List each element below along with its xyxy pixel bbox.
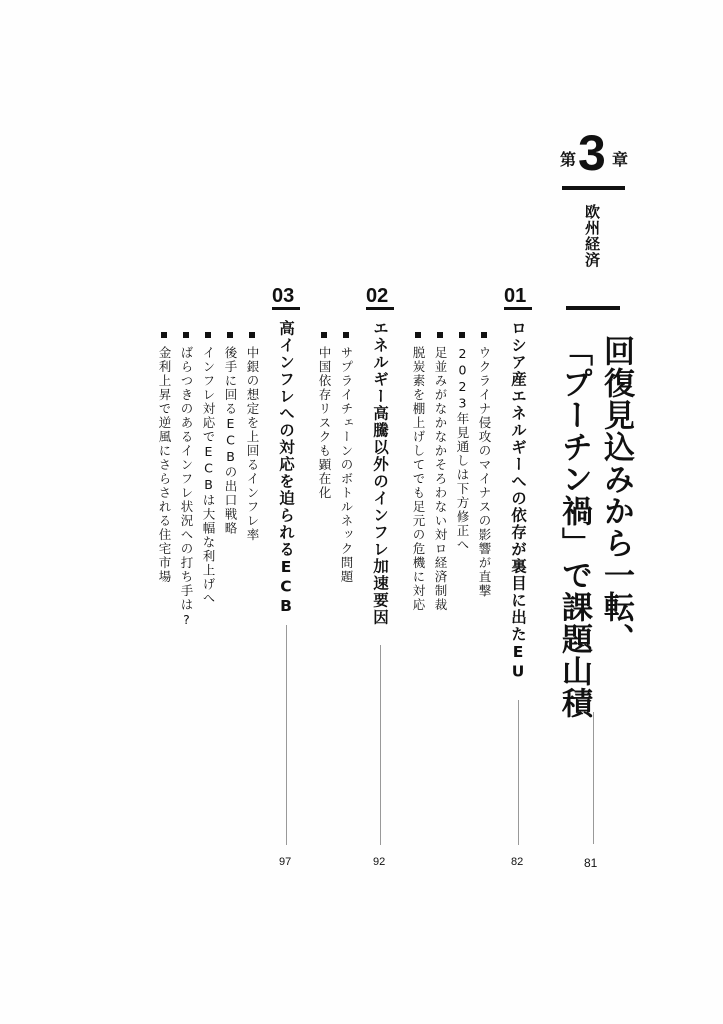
main-title-leader	[593, 712, 594, 844]
main-title-page: 81	[584, 856, 598, 870]
bullet-square-icon	[321, 332, 327, 338]
section-03-bullet[interactable]: インフレ対応でECBは大幅な利上げへ	[200, 332, 216, 606]
bullet-square-icon	[437, 332, 443, 338]
chapter-suffix: 章	[612, 150, 629, 169]
section-01-leader	[518, 700, 519, 845]
section-01-rule	[504, 307, 532, 310]
section-01-bullet[interactable]: ウクライナ侵攻のマイナスの影響が直撃	[476, 332, 492, 598]
section-01-bullet[interactable]: 2023年見通しは下方修正へ	[454, 332, 470, 552]
bullet-square-icon	[161, 332, 167, 338]
main-title-line1[interactable]: 回復見込みから一転、	[598, 335, 634, 655]
section-02-number: 02	[366, 285, 389, 307]
section-03-leader	[286, 625, 287, 845]
section-03-bullet[interactable]: 金利上昇で逆風にさらされる住宅市場	[156, 332, 172, 584]
bullet-square-icon	[343, 332, 349, 338]
main-title-line2[interactable]: 「プーチン禍」で課題山積	[556, 335, 592, 719]
chapter-title: 欧州経済	[583, 204, 601, 268]
main-title-rule	[566, 306, 620, 310]
section-01-title[interactable]: ロシア産エネルギーへの依存が裏目に出たEU	[509, 320, 527, 682]
section-02-bullet[interactable]: 中国依存リスクも顕在化	[316, 332, 332, 500]
bullet-square-icon	[459, 332, 465, 338]
section-03-title[interactable]: 高インフレへの対応を迫られるECB	[277, 320, 295, 617]
section-02-rule	[366, 307, 394, 310]
section-02-bullet[interactable]: サプライチェーンのボトルネック問題	[338, 332, 354, 584]
section-01-number: 01	[504, 285, 527, 307]
chapter-number: 3	[578, 125, 606, 181]
section-03-rule	[272, 307, 300, 310]
section-03-bullet[interactable]: ばらつきのあるインフレ状況への打ち手は?	[178, 332, 194, 629]
section-03-bullet[interactable]: 後手に回るECBの出口戦略	[222, 332, 238, 536]
section-02-title[interactable]: エネルギー高騰以外のインフレ加速要因	[371, 320, 389, 626]
section-02-page: 92	[373, 856, 386, 868]
bullet-square-icon	[481, 332, 487, 338]
bullet-square-icon	[415, 332, 421, 338]
bullet-square-icon	[249, 332, 255, 338]
section-03-bullet[interactable]: 中銀の想定を上回るインフレ率	[244, 332, 260, 542]
section-03-number: 03	[272, 285, 295, 307]
chapter-prefix: 第	[560, 150, 577, 169]
bullet-square-icon	[227, 332, 233, 338]
bullet-square-icon	[183, 332, 189, 338]
section-01-bullet[interactable]: 足並みがなかなかそろわない対ロ経済制裁	[432, 332, 448, 612]
section-01-bullet[interactable]: 脱炭素を棚上げしてでも足元の危機に対応	[410, 332, 426, 612]
section-01-page: 82	[511, 856, 524, 868]
section-02-leader	[380, 645, 381, 845]
section-03-page: 97	[279, 856, 292, 868]
bullet-square-icon	[205, 332, 211, 338]
chapter-rule	[562, 186, 625, 190]
